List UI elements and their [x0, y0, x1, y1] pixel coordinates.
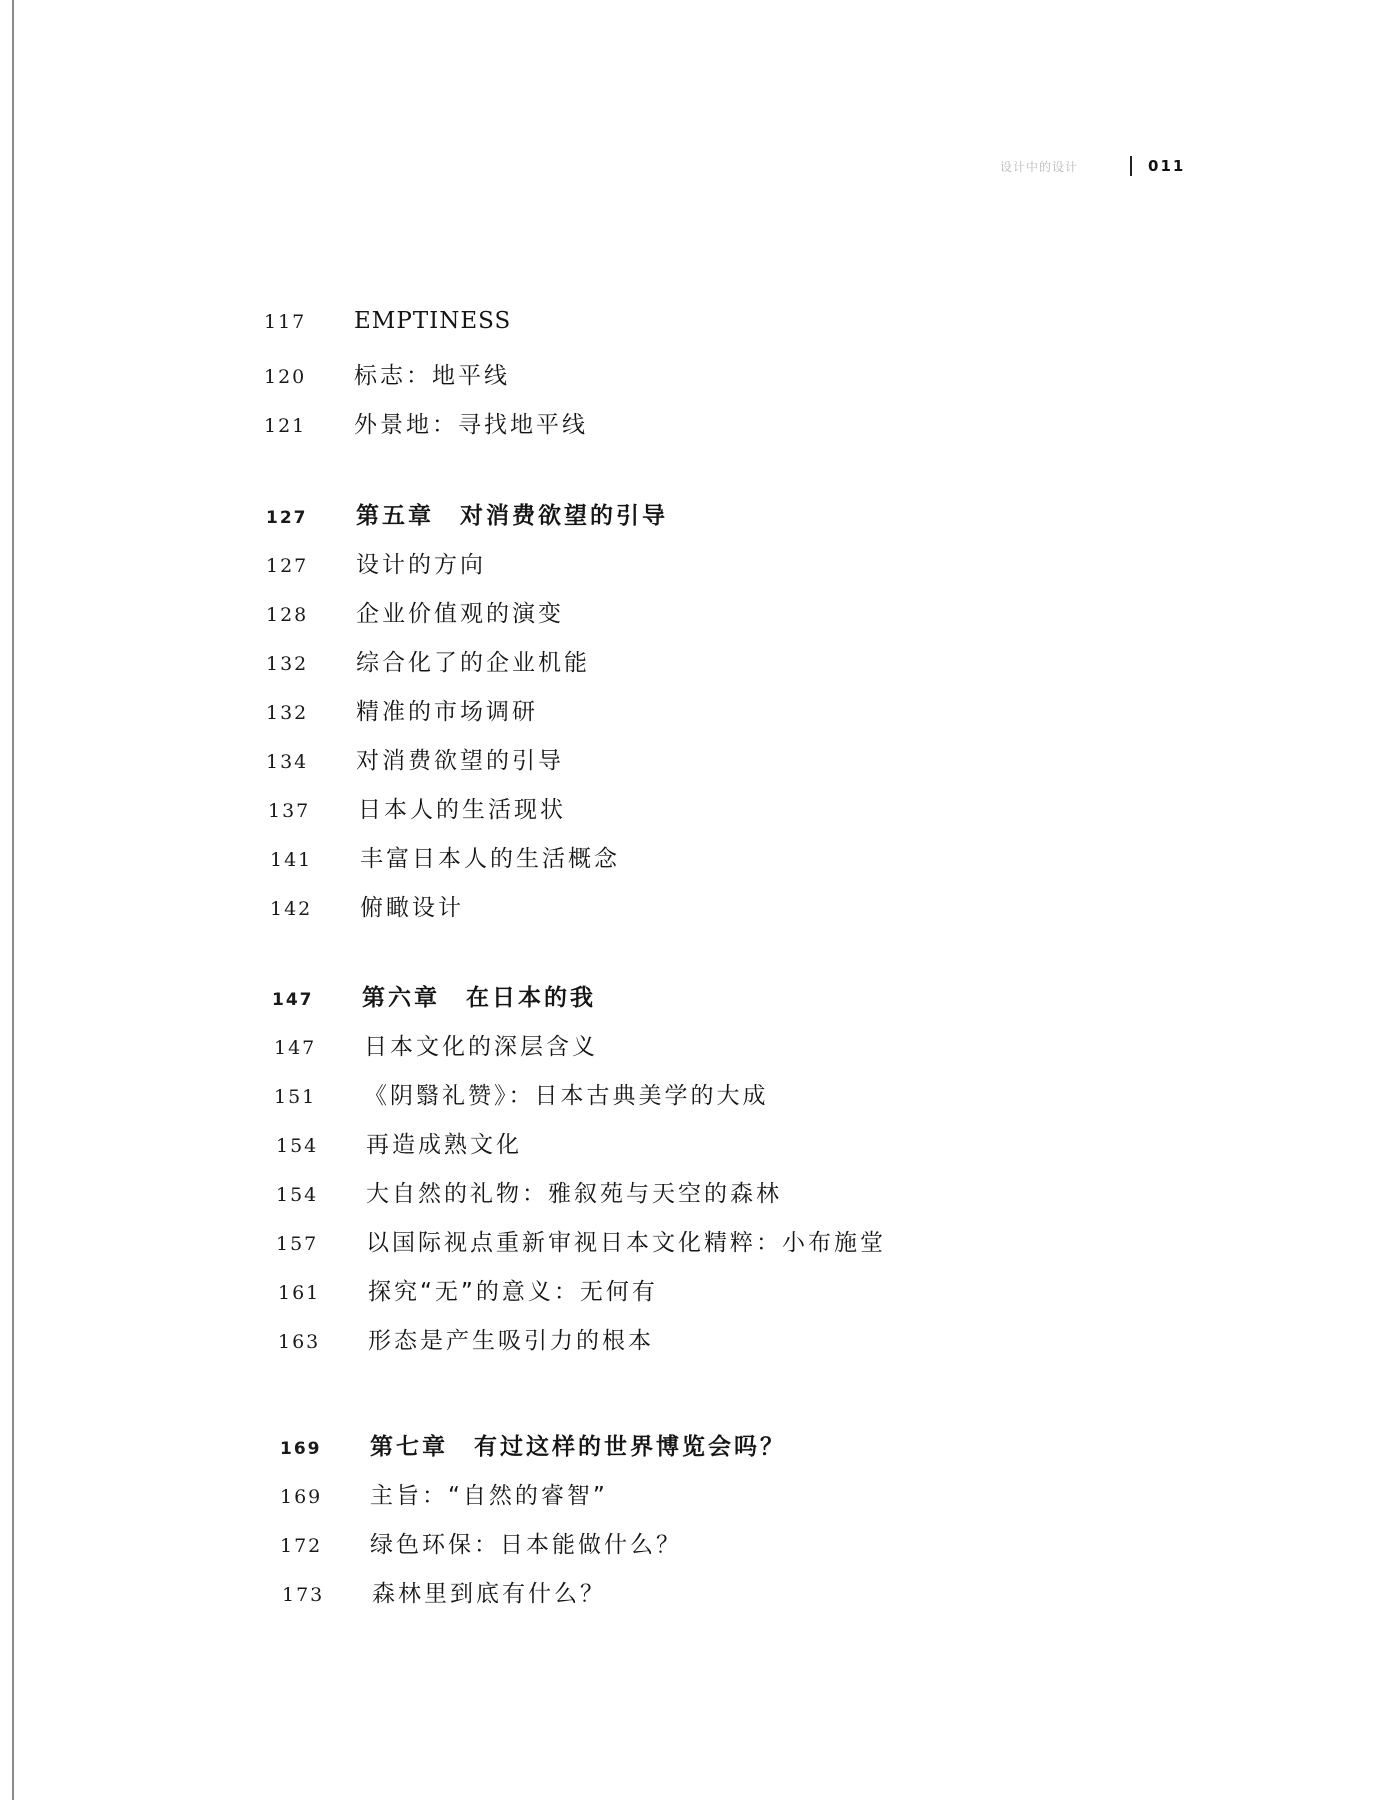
toc-title: 以国际视点重新审视日本文化精粹：小布施堂	[366, 1230, 886, 1256]
toc-entry	[274, 1077, 769, 1111]
toc-title: 设计的方向	[356, 552, 486, 578]
toc-title: 主旨：“自然的睿智”	[370, 1483, 608, 1509]
toc-title: 《阴翳礼赞》：日本古典美学的大成	[364, 1083, 769, 1109]
toc-entry	[266, 742, 564, 776]
toc-page-number: 169	[280, 1486, 323, 1508]
toc-page-number: 127	[266, 508, 308, 528]
toc-entry	[264, 357, 510, 391]
toc-title: 绿色环保：日本能做什么？	[370, 1532, 682, 1558]
toc-entry	[276, 1224, 886, 1258]
toc-entry	[280, 1477, 608, 1511]
toc-title: 外景地：寻找地平线	[354, 412, 588, 438]
toc-chapter-entry	[280, 1428, 786, 1462]
toc-title: 综合化了的企业机能	[356, 650, 590, 676]
toc-page-number: 151	[274, 1086, 317, 1108]
toc-page-number: 137	[268, 800, 311, 822]
running-title: 设计中的设计	[1000, 159, 1079, 174]
toc-entry	[270, 840, 620, 874]
toc-page-number: 141	[270, 849, 313, 871]
toc-title: 森林里到底有什么？	[372, 1581, 606, 1607]
running-header	[1000, 154, 1185, 178]
toc-title: 精准的市场调研	[356, 699, 538, 725]
toc-page-number: 169	[280, 1439, 322, 1459]
toc-chapter-entry	[266, 497, 668, 531]
toc-entry	[264, 406, 588, 440]
toc-page-number: 157	[276, 1233, 319, 1255]
toc-entry	[276, 1175, 782, 1209]
toc-page-number: 142	[270, 898, 313, 920]
toc-title: 日本人的生活现状	[358, 797, 566, 823]
toc-page-number: 120	[264, 366, 307, 388]
toc-entry	[270, 889, 464, 923]
toc-page-number: 134	[266, 751, 309, 773]
toc-chapter-entry	[272, 979, 596, 1013]
toc-title: 标志：地平线	[354, 363, 510, 389]
toc-title: 对消费欲望的引导	[356, 748, 564, 774]
toc-page-number: 121	[264, 415, 307, 437]
toc-title: 探究“无”的意义：无何有	[368, 1279, 658, 1305]
toc-title: EMPTINESS	[354, 308, 512, 334]
page-number: 011	[1148, 157, 1186, 175]
toc-page-number: 128	[266, 604, 309, 626]
toc-entry	[278, 1273, 658, 1307]
toc-entry	[282, 1575, 606, 1609]
toc-title: 大自然的礼物：雅叙苑与天空的森林	[366, 1181, 782, 1207]
toc-entry	[266, 693, 538, 727]
toc-page-number: 117	[264, 311, 307, 333]
toc-page-number: 132	[266, 653, 309, 675]
toc-page-number: 127	[266, 555, 309, 577]
toc-page-number: 163	[278, 1331, 321, 1353]
toc-entry	[280, 1526, 682, 1560]
toc-entry	[266, 644, 590, 678]
toc-entry	[266, 595, 564, 629]
toc-page-number: 173	[282, 1584, 325, 1606]
toc-page-number: 172	[280, 1535, 323, 1557]
toc-page-number: 161	[278, 1282, 321, 1304]
toc-title: 形态是产生吸引力的根本	[368, 1328, 654, 1354]
header-divider	[1130, 156, 1132, 176]
toc-title: 日本文化的深层含义	[364, 1034, 598, 1060]
page-edge-line	[12, 0, 14, 1800]
toc-chapter-title: 第六章 在日本的我	[362, 985, 596, 1011]
toc-title: 丰富日本人的生活概念	[360, 846, 620, 872]
toc-title: 再造成熟文化	[366, 1132, 522, 1158]
toc-page-number: 147	[274, 1037, 317, 1059]
toc-entry	[278, 1322, 654, 1356]
toc-entry	[266, 546, 486, 580]
toc-page-number: 147	[272, 990, 314, 1010]
toc-title: 企业价值观的演变	[356, 601, 564, 627]
toc-page-number: 132	[266, 702, 309, 724]
toc-chapter-title: 第五章 对消费欲望的引导	[356, 503, 668, 529]
toc-entry	[264, 308, 511, 342]
toc-entry	[274, 1028, 598, 1062]
toc-entry	[276, 1126, 522, 1160]
toc-page-number: 154	[276, 1135, 319, 1157]
toc-chapter-title: 第七章 有过这样的世界博览会吗？	[370, 1434, 786, 1460]
toc-entry	[268, 791, 566, 825]
toc-title: 俯瞰设计	[360, 895, 464, 921]
toc-page-number: 154	[276, 1184, 319, 1206]
